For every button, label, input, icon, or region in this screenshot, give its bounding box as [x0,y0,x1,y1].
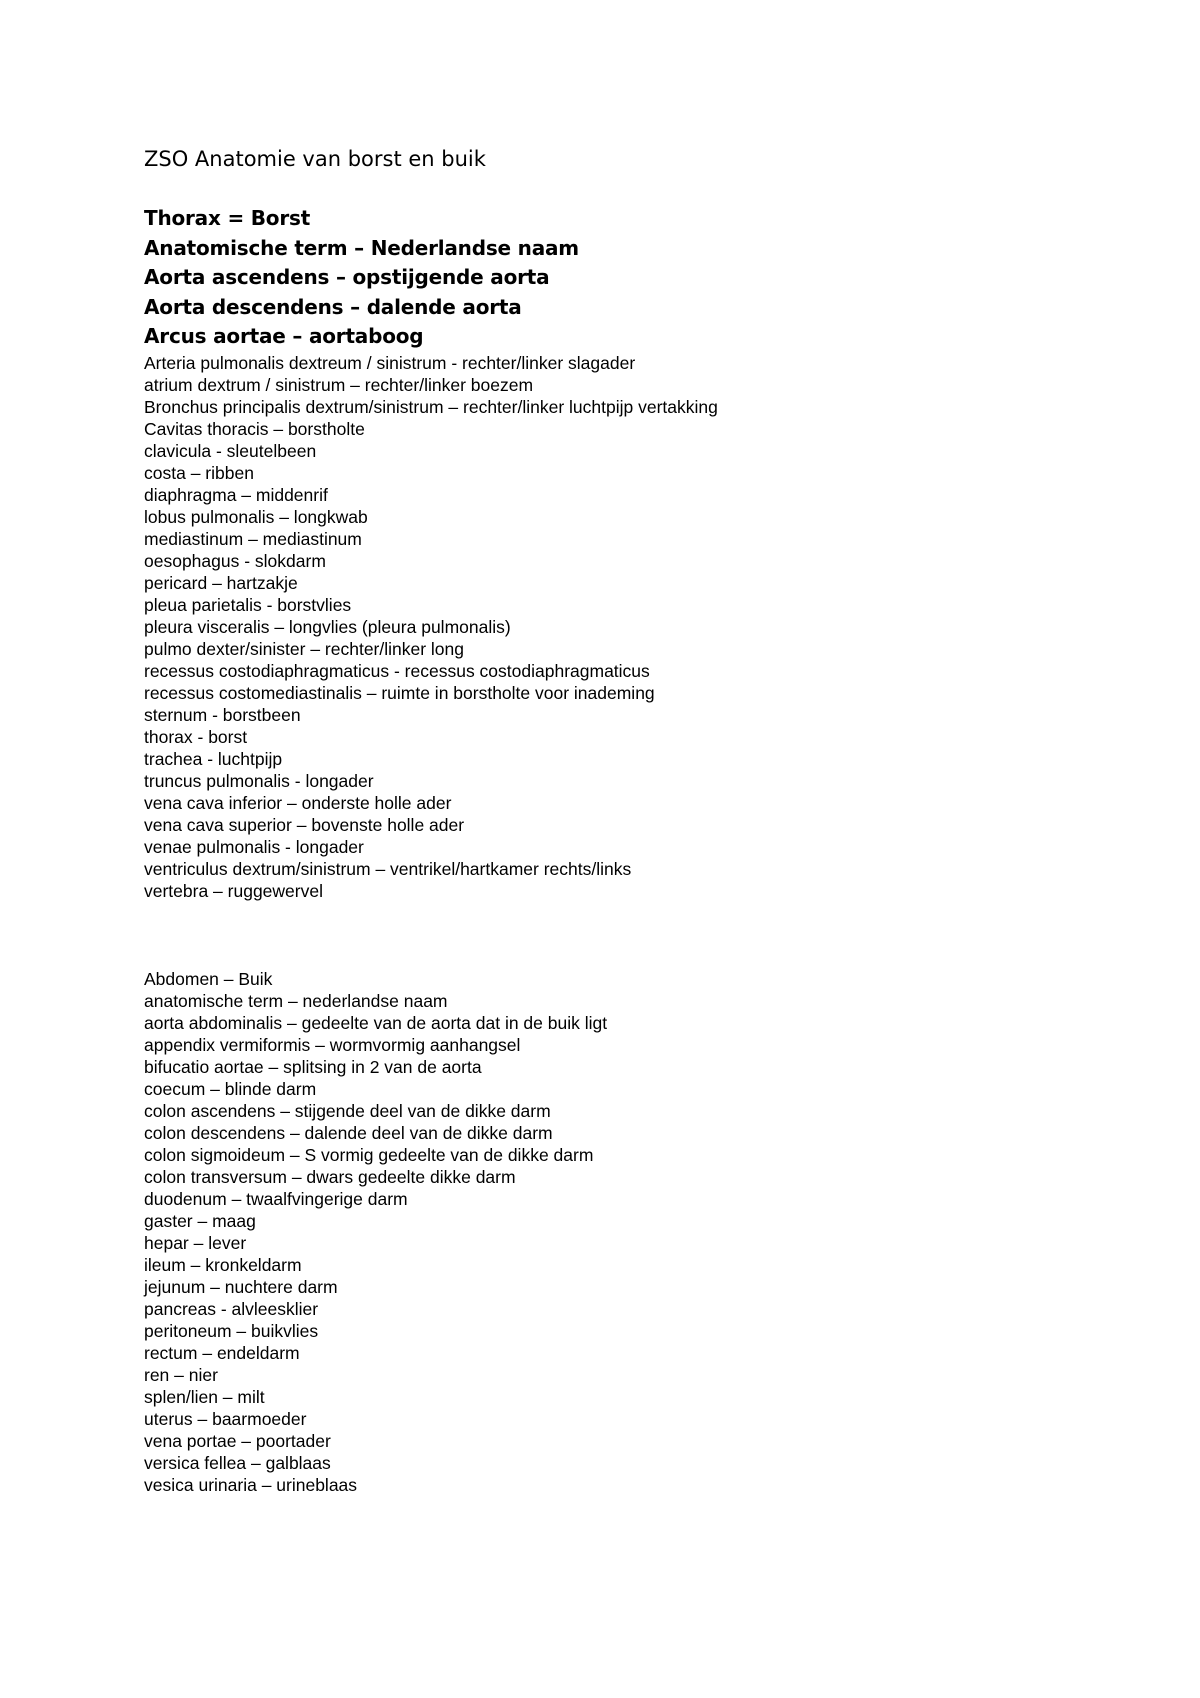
abdomen-term-line: rectum – endeldarm [144,1342,300,1363]
thorax-term-line: oesophagus - slokdarm [144,550,326,571]
thorax-term-line: mediastinum – mediastinum [144,528,362,549]
thorax-term-line: thorax - borst [144,726,248,747]
thorax-term-line: trachea - luchtpijp [144,748,283,769]
abdomen-term-list [144,968,1104,1496]
abdomen-term-line: coecum – blinde darm [144,1078,317,1099]
thorax-term-line: Bronchus principalis dextrum/sinistrum – rechter/linker luchtpijp vertakking [144,396,718,417]
thorax-term-line: diaphragma – middenrif [144,484,328,505]
abdomen-term-line: uterus – baarmoeder [144,1408,307,1429]
abdomen-term-line: colon descendens – dalende deel van de dikke darm [144,1122,553,1143]
abdomen-term-line: versica fellea – galblaas [144,1452,331,1473]
thorax-term-line: pulmo dexter/sinister – rechter/linker long [144,638,465,659]
thorax-term-line: clavicula - sleutelbeen [144,440,317,461]
thorax-term-list [144,352,1104,902]
abdomen-term-line: anatomische term – nederlandse naam [144,990,448,1011]
thorax-heading-line: Anatomische term – Nederlandse naam [144,235,579,260]
abdomen-term-line: duodenum – twaalfvingerige darm [144,1188,408,1209]
thorax-headings [144,204,1104,352]
document-page [144,144,1104,1496]
thorax-heading-line: Aorta descendens – dalende aorta [144,294,522,319]
thorax-heading-line: Arcus aortae – aortaboog [144,324,424,348]
abdomen-term-line: colon ascendens – stijgende deel van de dikke darm [144,1100,551,1121]
abdomen-term-line: vesica urinaria – urineblaas [144,1474,358,1495]
thorax-term-line: Cavitas thoracis – borstholte [144,418,365,439]
thorax-term-line: sternum - borstbeen [144,704,301,725]
thorax-term-line: pericard – hartzakje [144,572,298,593]
thorax-term-line: pleura visceralis – longvlies (pleura pulmonalis) [144,616,511,637]
thorax-term-line: costa – ribben [144,462,254,483]
abdomen-term-line: Abdomen – Buik [144,968,273,989]
abdomen-term-line: splen/lien – milt [144,1386,265,1407]
abdomen-term-line: hepar – lever [144,1232,247,1253]
thorax-term-line: vena cava inferior – onderste holle ader [144,792,452,813]
document-title: ZSO Anatomie van borst en buik [144,147,486,171]
thorax-term-line: pleua parietalis - borstvlies [144,594,352,615]
thorax-term-line: vena cava superior – bovenste holle ader [144,814,465,835]
thorax-term-line: lobus pulmonalis – longkwab [144,506,368,527]
abdomen-term-line: vena portae – poortader [144,1430,331,1451]
thorax-heading-line: Thorax = Borst [144,206,311,230]
thorax-heading-line: Aorta ascendens – opstijgende aorta [144,265,550,289]
abdomen-term-line: jejunum – nuchtere darm [144,1276,338,1297]
abdomen-term-line: pancreas - alvleesklier [144,1298,319,1319]
abdomen-term-line: colon transversum – dwars gedeelte dikke darm [144,1166,516,1187]
abdomen-term-line: colon sigmoideum – S vormig gedeelte van de dikke darm [144,1144,594,1165]
abdomen-term-line: ren – nier [144,1364,218,1385]
abdomen-term-line: aorta abdominalis – gedeelte van de aorta dat in de buik ligt [144,1012,608,1033]
abdomen-term-line: peritoneum – buikvlies [144,1320,319,1341]
thorax-term-line: recessus costomediastinalis – ruimte in borstholte voor inademing [144,682,655,703]
thorax-term-line: atrium dextrum / sinistrum – rechter/linker boezem [144,374,534,395]
abdomen-term-line: gaster – maag [144,1210,256,1231]
section-spacer [144,902,1104,968]
thorax-term-line: ventriculus dextrum/sinistrum – ventrikel/hartkamer rechts/links [144,858,632,879]
thorax-term-line: vertebra – ruggewervel [144,880,323,901]
thorax-term-line: venae pulmonalis - longader [144,836,364,857]
abdomen-term-line: bifucatio aortae – splitsing in 2 van de aorta [144,1056,482,1077]
thorax-term-line: recessus costodiaphragmaticus - recessus costodiaphragmaticus [144,660,650,681]
abdomen-term-line: ileum – kronkeldarm [144,1254,302,1275]
thorax-term-line: Arteria pulmonalis dextreum / sinistrum - rechter/linker slagader [144,352,636,373]
thorax-term-line: truncus pulmonalis - longader [144,770,374,791]
abdomen-term-line: appendix vermiformis – wormvormig aanhangsel [144,1034,521,1055]
